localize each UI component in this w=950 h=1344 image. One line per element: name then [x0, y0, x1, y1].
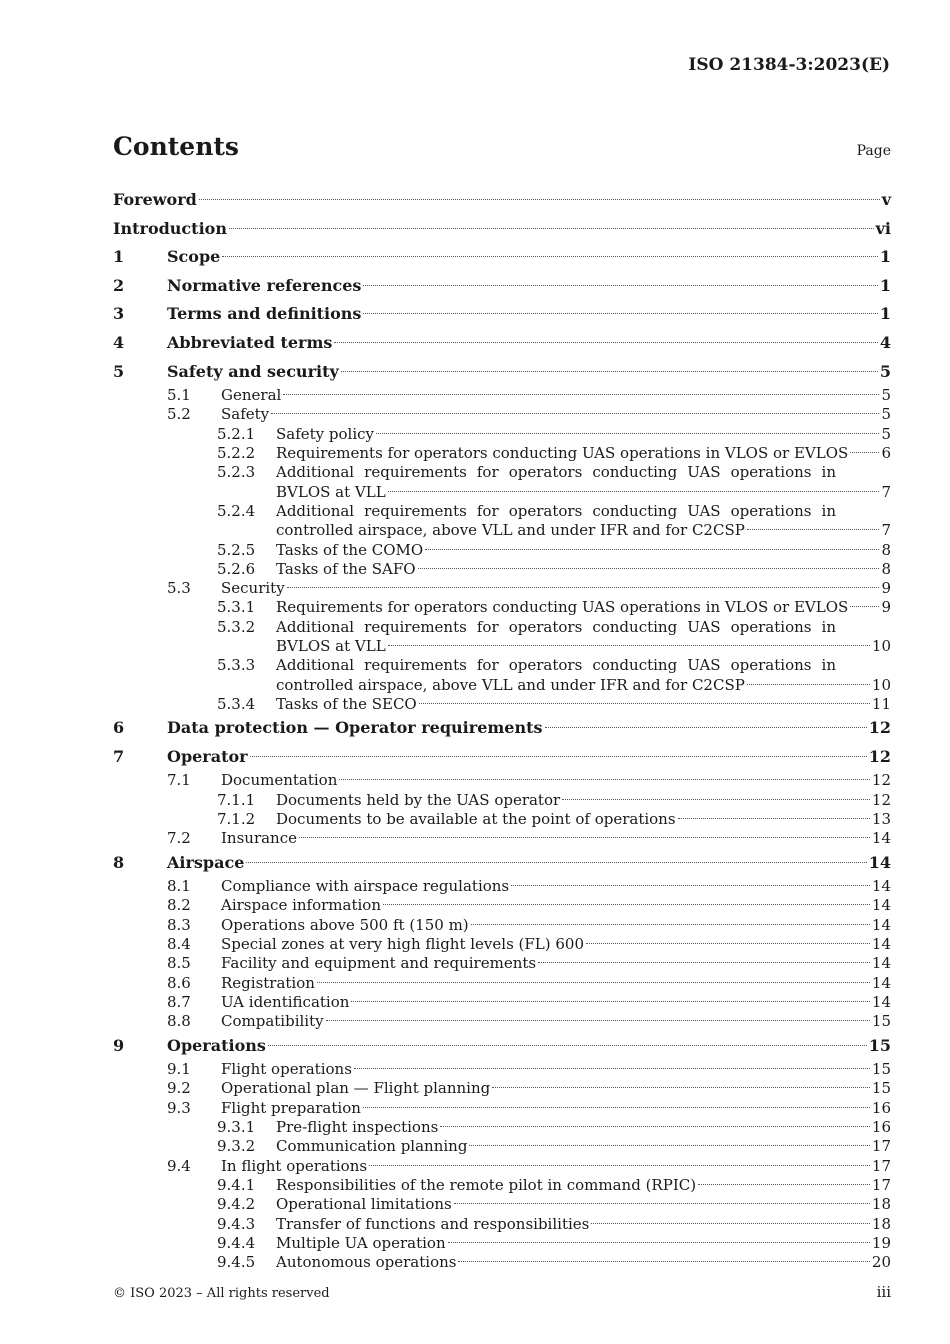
- toc-entry-number: 8.8: [167, 1012, 191, 1031]
- toc-leader-dots: [369, 1164, 870, 1166]
- toc-entry-page: 1: [879, 247, 891, 267]
- toc-entry[interactable]: [113, 300, 891, 329]
- toc-entry[interactable]: [113, 993, 891, 1012]
- toc-entry-title: Requirements for operators conducting UAS operations in VLOS or EVLOS: [276, 444, 849, 463]
- toc-entry-title: Airspace: [167, 852, 245, 872]
- toc-entry[interactable]: [113, 386, 891, 405]
- toc-entry-title: Registration: [221, 973, 315, 992]
- toc-entry-title: Safety and security: [167, 361, 339, 381]
- toc-entry-title: Operational limitations: [276, 1195, 452, 1214]
- toc-entry-title: Multiple UA operation: [276, 1233, 446, 1252]
- toc-entry-number: 9.1: [167, 1060, 191, 1079]
- toc-entry-page: 18: [871, 1195, 891, 1214]
- toc-entry-page: 14: [871, 992, 891, 1011]
- toc-entry-number: 5.2: [167, 405, 191, 424]
- toc-leader-dots: [363, 312, 877, 314]
- toc-entry[interactable]: [113, 954, 891, 973]
- document-id: ISO 21384-3:2023(E): [688, 55, 890, 75]
- toc-entry-title: Operations above 500 ft (150 m): [221, 915, 469, 934]
- toc-entry[interactable]: [113, 215, 891, 244]
- toc-entry-number: 7.2: [167, 829, 191, 848]
- toc-entry-title: Compliance with airspace regulations: [221, 877, 510, 896]
- toc-entry[interactable]: [113, 877, 891, 896]
- toc-leader-dots: [511, 884, 870, 886]
- toc-entry[interactable]: [113, 896, 891, 915]
- toc-entry-title: Airspace information: [221, 896, 381, 915]
- toc-entry[interactable]: [113, 743, 891, 772]
- toc-entry-title-continued: controlled airspace, above VLL and under IFR and for C2CSP: [276, 521, 745, 540]
- toc-entry-title: Terms and definitions: [167, 304, 362, 324]
- toc-leader-dots: [850, 451, 879, 453]
- toc-entry-title: Safety: [221, 405, 270, 424]
- toc-entry-number: 2: [113, 275, 125, 295]
- toc-entry-title: Data protection — Operator requirements: [167, 718, 543, 738]
- toc-entry[interactable]: [113, 444, 891, 463]
- toc-entry-title-continued: controlled airspace, above VLL and under IFR and for C2CSP: [276, 675, 745, 694]
- toc-entry[interactable]: [113, 829, 891, 848]
- toc-leader-dots: [440, 1125, 870, 1127]
- toc-entry-page: 14: [871, 877, 891, 896]
- toc-entry-page: 5: [881, 405, 891, 424]
- toc-entry-title: Insurance: [221, 829, 297, 848]
- toc-leader-dots: [469, 1144, 869, 1146]
- toc-entry[interactable]: [113, 1032, 891, 1061]
- toc-entry-number: 5: [113, 361, 125, 381]
- toc-entry[interactable]: [113, 1176, 891, 1195]
- toc-entry-page: 6: [881, 444, 891, 463]
- toc-entry-title: Tasks of the SECO: [276, 694, 417, 713]
- toc-entry-title: Compatibility: [221, 1012, 324, 1031]
- toc-entry-page: 12: [871, 771, 891, 790]
- toc-entry-title: Documents held by the UAS operator: [276, 790, 561, 809]
- toc-entry-page: 7: [881, 521, 891, 540]
- toc-entry-page: 12: [868, 746, 891, 766]
- toc-entry-title: Pre-flight inspections: [276, 1118, 439, 1137]
- toc-entry-page: 14: [871, 915, 891, 934]
- toc-entry-title: Tasks of the COMO: [276, 540, 424, 559]
- toc-entry-number: 9.3.1: [217, 1118, 256, 1137]
- toc-entry-title: Requirements for operators conducting UAS operations in VLOS or EVLOS: [276, 598, 849, 617]
- toc-entry-page: 16: [871, 1098, 891, 1117]
- toc-leader-dots: [562, 798, 870, 800]
- toc-entry-title: Additional requirements for operators conducting UAS operations in: [276, 501, 836, 520]
- toc-entry[interactable]: [113, 656, 891, 695]
- toc-entry-number: 5.3.4: [217, 694, 256, 713]
- toc-entry[interactable]: [113, 598, 891, 617]
- toc-entry-page: 14: [871, 829, 891, 848]
- toc-entry-title: Abbreviated terms: [167, 332, 333, 352]
- toc-entry-page: 10: [871, 675, 891, 694]
- toc-entry-page: 15: [871, 1060, 891, 1079]
- toc-entry-title: Flight operations: [221, 1060, 352, 1079]
- toc-entry[interactable]: [113, 714, 891, 743]
- toc-leader-dots: [471, 923, 870, 925]
- toc-entry-number: 9.4.2: [217, 1195, 256, 1214]
- toc-entry-page: 5: [881, 386, 891, 405]
- toc-entry[interactable]: [113, 579, 891, 598]
- footer-page-number: iii: [876, 1283, 891, 1301]
- toc-entry-number: 1: [113, 247, 125, 267]
- toc-leader-dots: [283, 393, 879, 395]
- toc-entry-number: 5.2.4: [217, 501, 256, 520]
- toc-entry-title: Flight preparation: [221, 1098, 361, 1117]
- toc-leader-dots: [698, 1183, 870, 1185]
- toc-entry-page: 9: [881, 598, 891, 617]
- toc-leader-dots: [271, 412, 879, 414]
- toc-entry-page: 8: [881, 540, 891, 559]
- toc-leader-dots: [388, 490, 880, 492]
- toc-leader-dots: [376, 432, 879, 434]
- toc-entry[interactable]: [113, 1012, 891, 1031]
- toc-entry-page: 5: [881, 424, 891, 443]
- toc-entry-title-continued: BVLOS at VLL: [276, 482, 386, 501]
- toc-entry[interactable]: [113, 935, 891, 954]
- toc-entry-page: 15: [868, 1035, 891, 1055]
- toc-entry[interactable]: [113, 1118, 891, 1137]
- toc-entry[interactable]: [113, 1157, 891, 1176]
- toc-leader-dots: [334, 341, 877, 343]
- toc-entry-number: 3: [113, 304, 125, 324]
- toc-entry[interactable]: [113, 1215, 891, 1234]
- toc-leader-dots: [354, 1067, 870, 1069]
- toc-leader-dots: [383, 903, 870, 905]
- toc-entry-title: Facility and equipment and requirements: [221, 954, 537, 973]
- toc-entry-page: 14: [871, 896, 891, 915]
- toc-entry-number: 8.5: [167, 954, 191, 973]
- toc-entry[interactable]: [113, 358, 891, 387]
- toc-entry-number: 8.1: [167, 877, 191, 896]
- toc-entry-number: 5.3.3: [217, 656, 256, 675]
- toc-entry-title: Tasks of the SAFO: [276, 559, 416, 578]
- toc-leader-dots: [747, 683, 870, 685]
- toc-entry-number: 8.3: [167, 915, 191, 934]
- toc-entry-number: 5.2.3: [217, 463, 256, 482]
- toc-entry-page: 20: [871, 1253, 891, 1272]
- toc-leader-dots: [363, 284, 877, 286]
- toc-entry-number: 9: [113, 1035, 125, 1055]
- toc-entry[interactable]: [113, 405, 891, 424]
- toc-entry-number: 7.1.1: [217, 790, 256, 809]
- toc-entry-page: 10: [871, 637, 891, 656]
- toc-entry-title: Safety policy: [276, 424, 375, 443]
- toc-entry-title: Additional requirements for operators conducting UAS operations in: [276, 617, 836, 636]
- toc-entry-page: 17: [871, 1175, 891, 1194]
- toc-entry-title: UA identification: [221, 992, 350, 1011]
- toc-leader-dots: [199, 198, 880, 200]
- toc-leader-dots: [425, 548, 879, 550]
- toc-entry-title: Special zones at very high flight levels (FL) 600: [221, 935, 585, 954]
- toc-entry-number: 9.4.4: [217, 1233, 256, 1252]
- toc-entry[interactable]: [113, 1060, 891, 1079]
- toc-leader-dots: [388, 644, 870, 646]
- toc-entry-title: Documents to be available at the point of operations: [276, 809, 676, 828]
- toc-entry-page: 15: [871, 1079, 891, 1098]
- toc-leader-dots: [586, 942, 870, 944]
- toc-entry[interactable]: [113, 272, 891, 301]
- toc-entry-title: Scope: [167, 247, 221, 267]
- toc-entry-title: Documentation: [221, 771, 338, 790]
- toc-entry-number: 5.2.2: [217, 444, 256, 463]
- toc-entry-title: Operations: [167, 1035, 266, 1055]
- toc-entry[interactable]: [113, 1099, 891, 1118]
- toc-leader-dots: [454, 1202, 870, 1204]
- toc-leader-dots: [492, 1086, 870, 1088]
- toc-entry-title: Communication planning: [276, 1137, 468, 1156]
- toc-leader-dots: [268, 1044, 867, 1046]
- toc-entry-number: 7: [113, 746, 125, 766]
- toc-entry-number: 9.4.1: [217, 1175, 256, 1194]
- toc-entry[interactable]: [113, 502, 891, 541]
- toc-entry-title: Introduction: [113, 218, 227, 238]
- toc-entry-page: 17: [871, 1137, 891, 1156]
- toc-entry[interactable]: [113, 849, 891, 878]
- toc-entry[interactable]: [113, 810, 891, 829]
- toc-leader-dots: [326, 1019, 870, 1021]
- toc-entry-number: 5.3.1: [217, 598, 256, 617]
- toc-entry[interactable]: [113, 1253, 891, 1272]
- toc-entry-number: 5.3: [167, 579, 191, 598]
- toc-leader-dots: [538, 961, 870, 963]
- toc-leader-dots: [458, 1260, 869, 1262]
- toc-leader-dots: [250, 755, 867, 757]
- toc-entry[interactable]: [113, 541, 891, 560]
- toc-entry-page: 19: [871, 1233, 891, 1252]
- toc-entry-title: Autonomous operations: [276, 1253, 457, 1272]
- toc-entry-number: 8.4: [167, 935, 191, 954]
- toc-entry-number: 6: [113, 718, 125, 738]
- toc-leader-dots: [341, 370, 878, 372]
- toc-entry-page: 9: [881, 579, 891, 598]
- toc-leader-dots: [418, 567, 880, 569]
- toc-entry-number: 8.7: [167, 992, 191, 1011]
- toc-entry-title: Additional requirements for operators conducting UAS operations in: [276, 656, 836, 675]
- toc-entry-number: 9.2: [167, 1079, 191, 1098]
- toc-entry-title: Operator: [167, 746, 248, 766]
- toc-entry-title: Security: [221, 579, 285, 598]
- toc-entry-title: Additional requirements for operators conducting UAS operations in: [276, 463, 836, 482]
- toc-leader-dots: [545, 726, 867, 728]
- toc-entry-number: 9.4.5: [217, 1253, 256, 1272]
- toc-entry-number: 8.6: [167, 973, 191, 992]
- toc-leader-dots: [229, 227, 874, 229]
- toc-entry-page: 5: [879, 361, 891, 381]
- toc-entry-page: 16: [871, 1118, 891, 1137]
- toc-entry-page: 14: [871, 954, 891, 973]
- toc-entry[interactable]: [113, 916, 891, 935]
- toc-leader-dots: [850, 605, 879, 607]
- toc-entry-number: 9.4.3: [217, 1214, 256, 1233]
- toc-entry[interactable]: [113, 463, 891, 502]
- footer-copyright: © ISO 2023 – All rights reserved: [113, 1286, 330, 1301]
- toc-entry-number: 5.2.1: [217, 424, 256, 443]
- toc-leader-dots: [351, 1000, 869, 1002]
- toc-entry-page: 4: [879, 332, 891, 352]
- toc-leader-dots: [363, 1106, 870, 1108]
- toc-entry[interactable]: [113, 425, 891, 444]
- toc-entry[interactable]: [113, 560, 891, 579]
- toc-entry-page: 11: [871, 694, 891, 713]
- toc-leader-dots: [299, 836, 870, 838]
- toc-entry-title: In flight operations: [221, 1156, 368, 1175]
- toc-leader-dots: [339, 778, 870, 780]
- toc-entry-page: 1: [879, 304, 891, 324]
- toc-leader-dots: [317, 981, 870, 983]
- toc-entry[interactable]: [113, 791, 891, 810]
- toc-entry-page: 1: [879, 275, 891, 295]
- toc-entry-number: 9.4: [167, 1156, 191, 1175]
- toc-entry[interactable]: [113, 1137, 891, 1156]
- toc-entry-number: 9.3.2: [217, 1137, 256, 1156]
- page-title: Contents: [113, 132, 240, 161]
- toc-entry-number: 5.3.2: [217, 617, 256, 636]
- toc-entry-page: v: [881, 190, 891, 209]
- table-of-contents: [113, 186, 891, 1272]
- toc-entry-page: 14: [871, 973, 891, 992]
- toc-entry-title: Transfer of functions and responsibilities: [276, 1214, 590, 1233]
- toc-entry-title-continued: BVLOS at VLL: [276, 637, 386, 656]
- toc-entry-page: 13: [871, 809, 891, 828]
- toc-leader-dots: [222, 255, 878, 257]
- toc-entry-page: 12: [871, 790, 891, 809]
- toc-entry-number: 8: [113, 852, 125, 872]
- toc-entry[interactable]: [113, 1234, 891, 1253]
- toc-entry-number: 7.1: [167, 771, 191, 790]
- toc-leader-dots: [591, 1222, 870, 1224]
- toc-entry-title: Foreword: [113, 190, 197, 209]
- toc-leader-dots: [287, 586, 880, 588]
- toc-entry-page: 8: [881, 559, 891, 578]
- toc-leader-dots: [448, 1241, 870, 1243]
- toc-entry[interactable]: [113, 1195, 891, 1214]
- toc-leader-dots: [678, 817, 870, 819]
- toc-entry-page: vi: [875, 218, 891, 238]
- toc-entry-title: Normative references: [167, 275, 362, 295]
- toc-entry-title: Operational plan — Flight planning: [221, 1079, 491, 1098]
- toc-entry[interactable]: [113, 1079, 891, 1098]
- toc-entry-number: 7.1.2: [217, 809, 256, 828]
- toc-entry-page: 15: [871, 1012, 891, 1031]
- toc-leader-dots: [747, 528, 880, 530]
- toc-entry-number: 5.2.6: [217, 559, 256, 578]
- toc-leader-dots: [246, 861, 866, 863]
- toc-entry[interactable]: [113, 771, 891, 790]
- toc-entry-number: 8.2: [167, 896, 191, 915]
- toc-entry[interactable]: [113, 974, 891, 993]
- toc-entry-page: 12: [868, 718, 891, 738]
- toc-entry-title: Responsibilities of the remote pilot in command (RPIC): [276, 1175, 697, 1194]
- toc-entry[interactable]: [113, 186, 891, 215]
- toc-entry-number: 5.1: [167, 386, 191, 405]
- toc-entry-page: 18: [871, 1214, 891, 1233]
- toc-entry-number: 5.2.5: [217, 540, 256, 559]
- toc-entry-page: 17: [871, 1156, 891, 1175]
- toc-entry-number: 4: [113, 332, 125, 352]
- toc-entry[interactable]: [113, 329, 891, 358]
- toc-entry-page: 7: [881, 482, 891, 501]
- toc-entry-title: General: [221, 386, 282, 405]
- toc-entry-page: 14: [868, 852, 891, 872]
- toc-entry[interactable]: [113, 243, 891, 272]
- toc-entry-page: 14: [871, 935, 891, 954]
- toc-leader-dots: [419, 702, 870, 704]
- toc-entry[interactable]: [113, 695, 891, 714]
- page-column-label: Page: [856, 143, 891, 159]
- toc-entry-number: 9.3: [167, 1098, 191, 1117]
- toc-entry[interactable]: [113, 618, 891, 657]
